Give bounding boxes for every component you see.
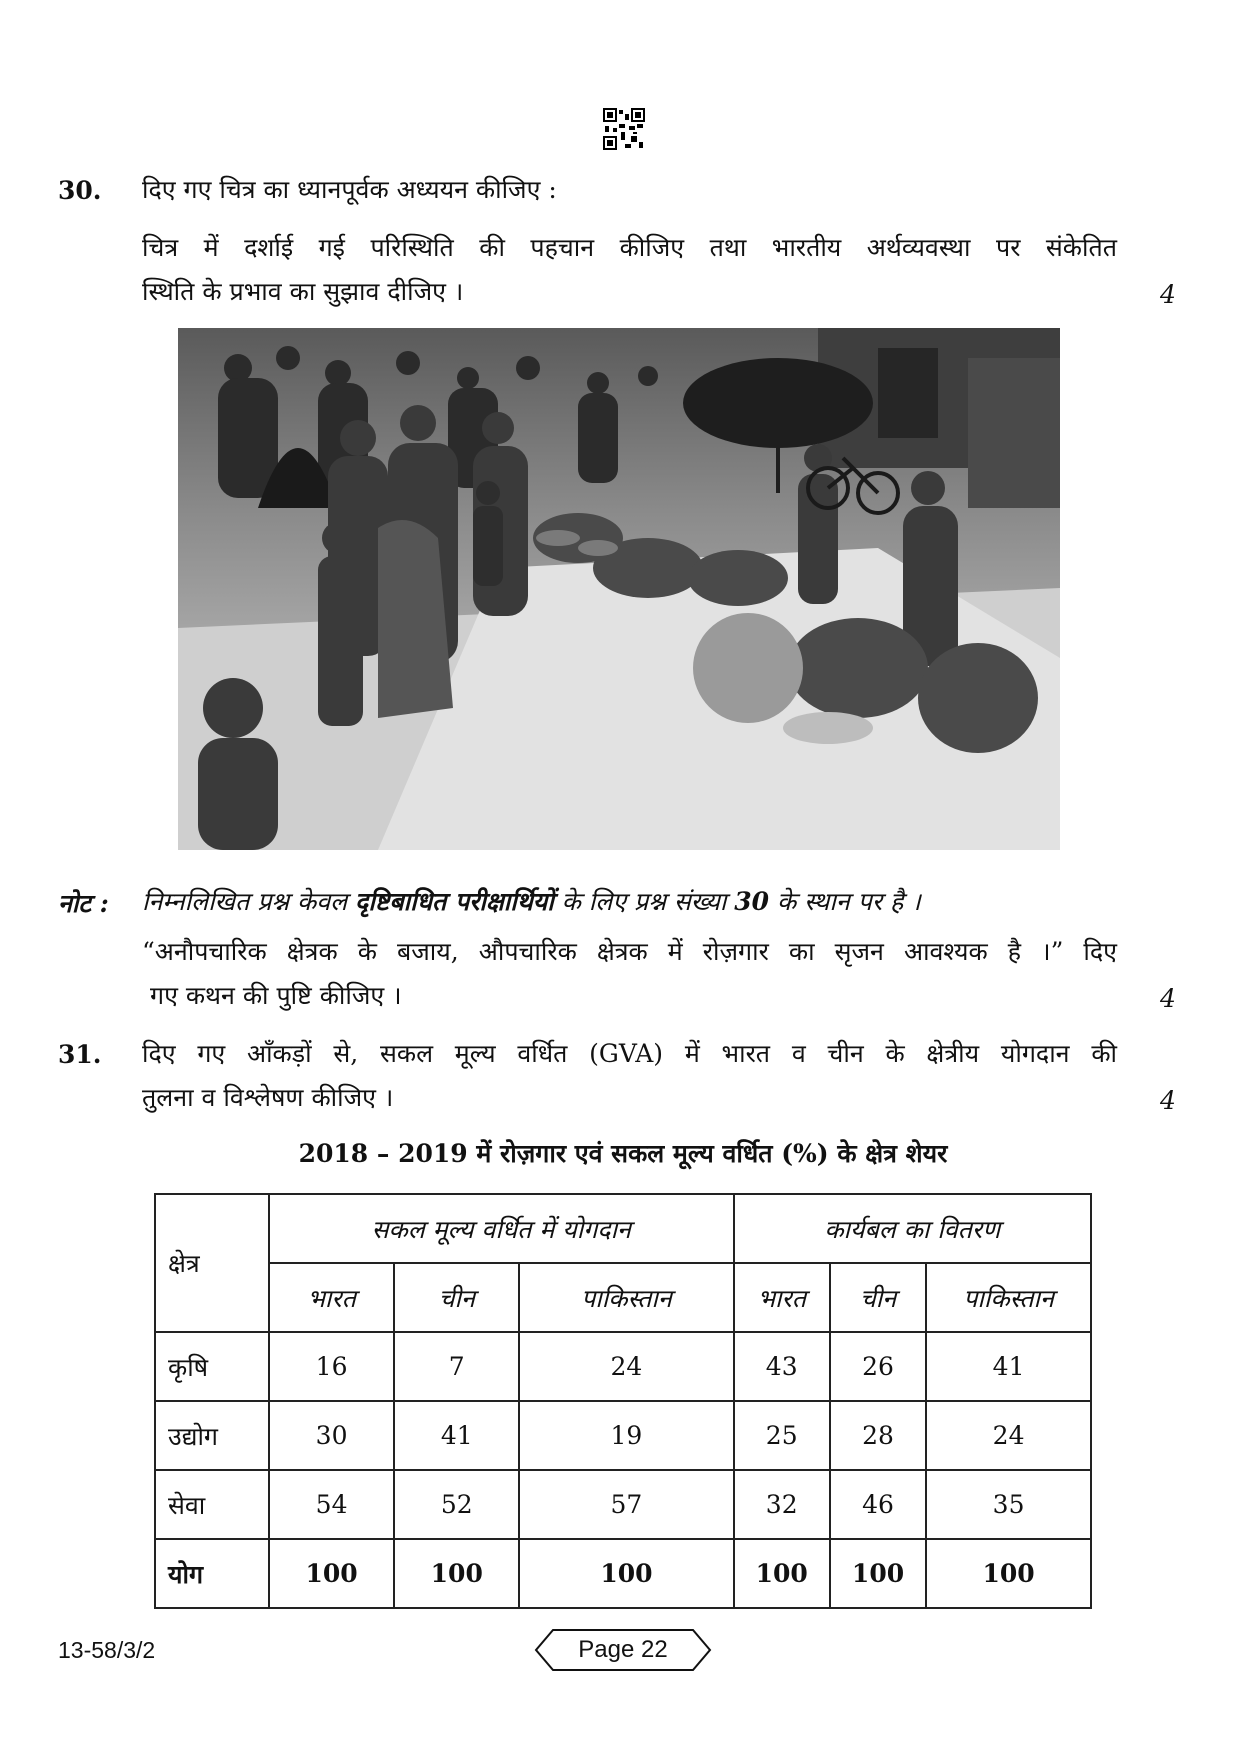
table-cell: 41 [926, 1332, 1091, 1401]
table-cell: 24 [926, 1401, 1091, 1470]
table-cell: 100 [394, 1539, 519, 1608]
country-header: पाकिस्तान [519, 1263, 733, 1332]
page-number: Page 22 [578, 1636, 668, 1663]
table-total-row [155, 1539, 1091, 1608]
table-cell: 100 [926, 1539, 1091, 1608]
country-header: पाकिस्तान [926, 1263, 1091, 1332]
row-label: सेवा [155, 1470, 269, 1539]
note-question-line2: गए कथन की पुष्टि कीजिए । [150, 981, 402, 1010]
table-title: 2018 – 2019 में रोज़गार एवं सकल मूल्य वर्धित (%) के क्षेत्र शेयर [298, 1139, 948, 1168]
q30-intro: दिए गए चित्र का ध्यानपूर्वक अध्ययन कीजिए : [142, 175, 557, 204]
table-cell: 7 [394, 1332, 519, 1401]
country-header: चीन [394, 1263, 519, 1332]
table-cell: 35 [926, 1470, 1091, 1539]
note-marks: 4 [1160, 984, 1176, 1013]
table-cell: 100 [269, 1539, 394, 1608]
note-text-after: के लिए प्रश्न संख्या [553, 887, 735, 916]
page-number-badge [533, 1627, 713, 1673]
q31-text-line2: तुलना व विश्लेषण कीजिए । [142, 1083, 394, 1112]
table-cell: 100 [734, 1539, 830, 1608]
paper-code: 13-58/3/2 [58, 1637, 156, 1663]
table-cell: 57 [519, 1470, 733, 1539]
table-row [155, 1332, 1091, 1401]
note-text-end: के स्थान पर है । [769, 887, 921, 916]
table-cell: 28 [830, 1401, 926, 1470]
sector-header: क्षेत्र [155, 1194, 269, 1332]
table-cell: 54 [269, 1470, 394, 1539]
table-row [155, 1470, 1091, 1539]
table-cell: 43 [734, 1332, 830, 1401]
question-number-30: 30. [58, 176, 102, 205]
row-label: कृषि [155, 1332, 269, 1401]
q31-text-line1: दिए गए आँकड़ों से, सकल मूल्य वर्धित (GVA) में भारत व चीन के क्षेत्रीय योगदान की [142, 1039, 1117, 1068]
table-row [155, 1401, 1091, 1470]
q30-text-line2: स्थिति के प्रभाव का सुझाव दीजिए । [142, 277, 464, 306]
table-cell: 19 [519, 1401, 733, 1470]
row-label: योग [155, 1539, 269, 1608]
row-label: उद्योग [155, 1401, 269, 1470]
country-header: चीन [830, 1263, 926, 1332]
note-qnum-bold: 30 [734, 887, 770, 916]
note-question-line1: “अनौपचारिक क्षेत्रक के बजाय, औपचारिक क्षेत्रक में रोज़गार का सृजन आवश्यक है ।” दिए [142, 937, 1117, 966]
table-cell: 100 [830, 1539, 926, 1608]
table-cell: 32 [734, 1470, 830, 1539]
note-text-bold: दृष्टिबाधित परीक्षार्थियों [355, 887, 554, 916]
q31-marks: 4 [1160, 1086, 1176, 1115]
table-cell: 24 [519, 1332, 733, 1401]
qr-code-icon [603, 108, 645, 150]
workforce-group-header: कार्यबल का वितरण [734, 1194, 1091, 1263]
table-cell: 26 [830, 1332, 926, 1401]
gva-group-header: सकल मूल्य वर्धित में योगदान [269, 1194, 734, 1263]
table-cell: 100 [519, 1539, 733, 1608]
country-header: भारत [269, 1263, 394, 1332]
note-label: नोट : [58, 889, 109, 918]
table-cell: 16 [269, 1332, 394, 1401]
table-cell: 46 [830, 1470, 926, 1539]
note-text-before: निम्नलिखित प्रश्न केवल [142, 887, 356, 916]
table-cell: 52 [394, 1470, 519, 1539]
table-cell: 30 [269, 1401, 394, 1470]
question-number-31: 31. [58, 1040, 102, 1069]
country-header: भारत [734, 1263, 830, 1332]
q30-text-line1: चित्र में दर्शाई गई परिस्थिति की पहचान कीजिए तथा भारतीय अर्थव्यवस्था पर संकेतित [142, 233, 1117, 262]
note-instruction [142, 880, 921, 924]
q30-marks: 4 [1160, 280, 1176, 309]
table-cell: 41 [394, 1401, 519, 1470]
market-scene-photo [178, 328, 1060, 850]
sector-share-table [154, 1193, 1092, 1609]
table-cell: 25 [734, 1401, 830, 1470]
